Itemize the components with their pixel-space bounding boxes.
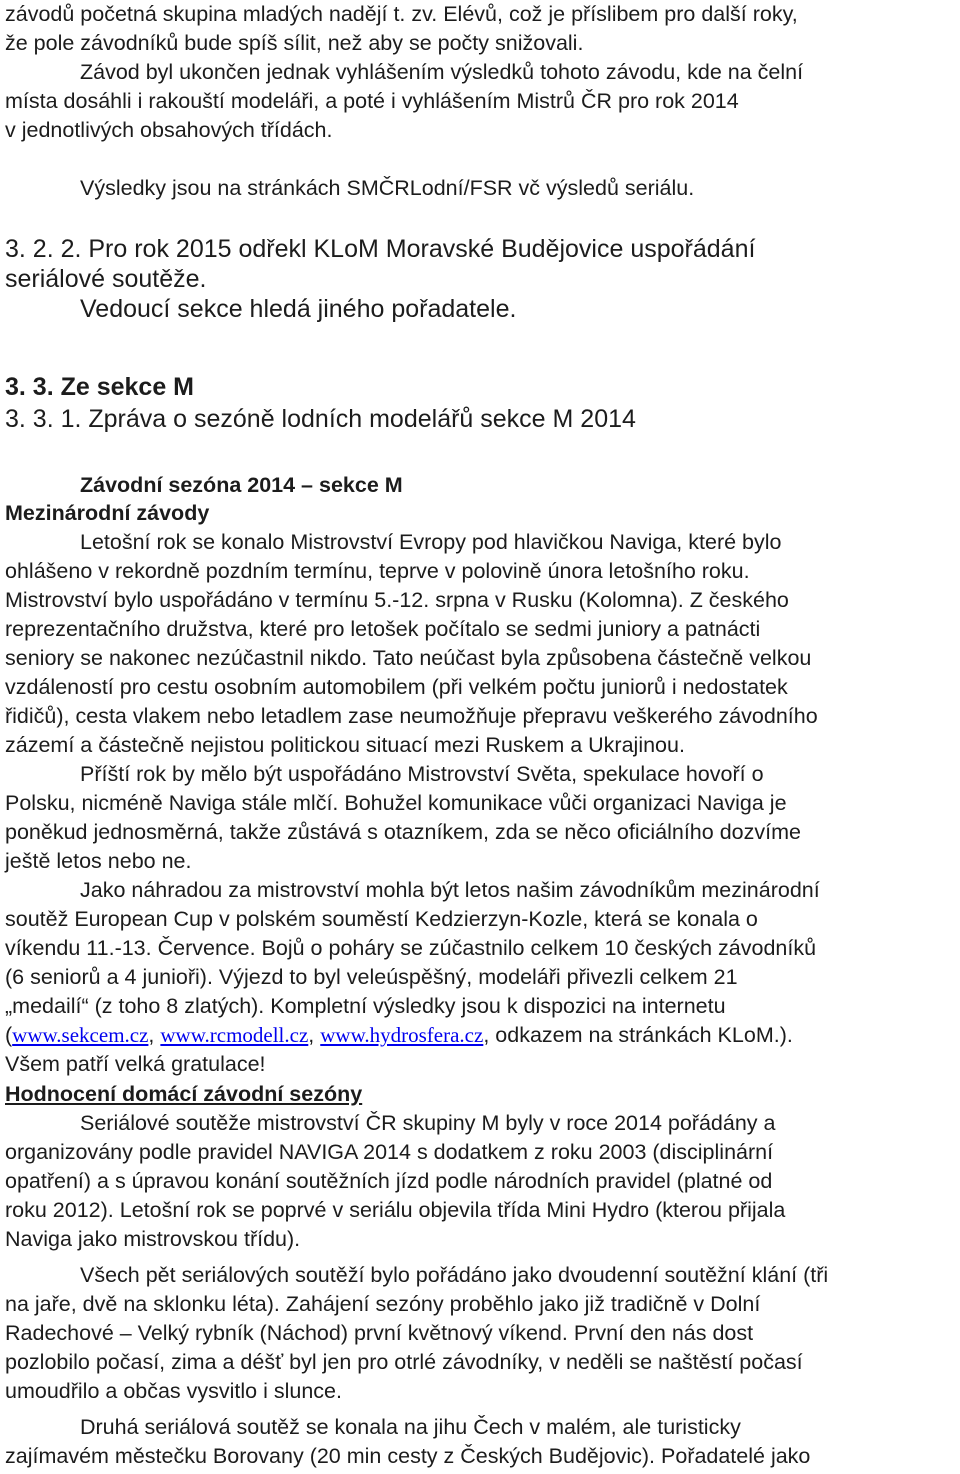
links-open-paren: (	[5, 1023, 13, 1047]
section-3-2-2	[5, 234, 956, 324]
text-line: zajímavém městečku Borovany (20 min cesty z Českých Budějovic). Pořadatelé jako	[5, 1444, 811, 1468]
domestic-heading: Hodnocení domácí závodní sezóny	[5, 1082, 363, 1106]
intro-paragraph	[5, 0, 956, 145]
text-line: organizovány podle pravidel NAVIGA 2014 s dodatkem z roku 2003 (disciplinární	[5, 1140, 774, 1164]
text-line: Mistrovství bylo uspořádáno v termínu 5.-12. srpna v Rusku (Kolomna). Z českého	[5, 588, 789, 612]
section-heading-line: Vedoucí sekce hledá jiného pořadatele.	[80, 295, 517, 323]
sekcem-link[interactable]: www.sekcem.cz	[12, 1023, 149, 1047]
international-heading: Mezinárodní závody	[5, 501, 210, 525]
text-line: Radechové – Velký rybník (Náchod) první květnový víkend. První den nás dost	[5, 1321, 754, 1345]
section-3-3-heading: 3. 3. Ze sekce M	[5, 373, 195, 401]
text-line: pozlobilo počasí, zima a déšť byl jen pro otrlé závodníky, v neděli se naštěstí počasí	[5, 1350, 803, 1374]
hydrosfera-link[interactable]: www.hydrosfera.cz	[320, 1023, 484, 1047]
international-paragraph-2	[5, 760, 956, 876]
text-line: Naviga jako mistrovskou třídu).	[5, 1227, 301, 1251]
international-paragraph-3	[5, 876, 956, 1079]
intro-line: místa dosáhli i rakouští modeláři, a poté i vyhlášením Mistrů ČR pro rok 2014	[5, 89, 739, 113]
rcmodell-link[interactable]: www.rcmodell.cz	[160, 1023, 309, 1047]
domestic-paragraph-2	[5, 1261, 956, 1406]
links-tail: , odkazem na stránkách KLoM.).	[483, 1023, 793, 1047]
text-line: Letošní rok se konalo Mistrovství Evropy pod hlavičkou Naviga, které bylo	[80, 530, 782, 554]
domestic-paragraph-3	[5, 1413, 956, 1471]
text-line: víkendu 11.-13. Července. Bojů o poháry se zúčastnilo celkem 10 českých závodníků	[5, 936, 817, 960]
text-line: zázemí a částečně nejistou politickou situací mezi Ruskem a Ukrajinou.	[5, 733, 685, 757]
text-line: Všech pět seriálových soutěží bylo pořádáno jako dvoudenní soutěžní klání (tři	[80, 1263, 829, 1287]
text-line: poněkud jednosměrná, takže zůstává s otazníkem, zda se něco oficiálního dozvíme	[5, 820, 801, 844]
congrats-line: Všem patří velká gratulace!	[5, 1052, 266, 1076]
text-line: Druhá seriálová soutěž se konala na jihu Čech v malém, ale turisticky	[80, 1415, 741, 1439]
text-line: Seriálové soutěže mistrovství ČR skupiny M byly v roce 2014 pořádány a	[80, 1111, 776, 1135]
text-line: Polsku, nicméně Naviga stále mlčí. Bohužel komunikace vůči organizaci Naviga je	[5, 791, 787, 815]
section-heading-line: 3. 2. 2. Pro rok 2015 odřekl KLoM Moravské Budějovice uspořádání	[5, 235, 756, 263]
text-line: opatření) a s úpravou konání soutěžních jízd podle národních pravidel (platné od	[5, 1169, 773, 1193]
links-line	[5, 1021, 956, 1050]
season-title: Závodní sezóna 2014 – sekce M	[80, 473, 403, 497]
text-line: (6 seniorů a 4 junioři). Výjezd to byl veleúspěšný, modeláři přivezli celkem 21	[5, 965, 738, 989]
text-line: ohlášeno v rekordně pozdním termínu, teprve v polovině února letošního roku.	[5, 559, 750, 583]
text-line: reprezentačního družstva, které pro letošek počítalo se sedmi juniory a patnácti	[5, 617, 761, 641]
domestic-paragraph-1	[5, 1109, 956, 1254]
text-line: roku 2012). Letošní rok se poprvé v seriálu objevila třída Mini Hydro (kterou přijala	[5, 1198, 786, 1222]
text-line: řidičů), cesta vlakem nebo letadlem zase neumožňuje přepravu veškerého závodního	[5, 704, 818, 728]
text-line: „medailí“ (z toho 8 zlatých). Kompletní výsledky jsou k dispozici na internetu	[5, 994, 726, 1018]
intro-line: že pole závodníků bude spíš sílit, než aby se počty snižovali.	[5, 31, 584, 55]
text-line: vzdáleností pro cestu osobním automobilem (při velkém počtu juniorů i nedostatek	[5, 675, 788, 699]
intro-line: závodů početná skupina mladých nadějí t. zv. Elévů, což je příslibem pro další roky,	[5, 2, 798, 26]
intro-line: Závod byl ukončen jednak vyhlášením výsledků tohoto závodu, kde na čelní	[80, 60, 804, 84]
text-line: soutěž European Cup v polském souměstí Kedzierzyn-Kozle, která se konala o	[5, 907, 758, 931]
section-heading-line: seriálové soutěže.	[5, 265, 207, 293]
results-note: Výsledky jsou na stránkách SMČRLodní/FSR vč výsledů seriálu.	[80, 176, 695, 200]
text-line: Příští rok by mělo být uspořádáno Mistrovství Světa, spekulace hovoří o	[80, 762, 764, 786]
section-3-3-1-heading: 3. 3. 1. Zpráva o sezóně lodních modelářů sekce M 2014	[5, 405, 636, 433]
links-separator: ,	[148, 1023, 161, 1047]
text-line: umoudřilo a občas vysvitlo i slunce.	[5, 1379, 342, 1403]
text-line: na jaře, dvě na sklonku léta). Zahájení sezóny proběhlo jako již tradičně v Dolní	[5, 1292, 761, 1316]
text-line: seniory se nakonec nezúčastnil nikdo. Tato neúčast byla způsobena částečně velkou	[5, 646, 812, 670]
text-line: Jako náhradou za mistrovství mohla být letos našim závodníkům mezinárodní	[80, 878, 820, 902]
international-paragraph-1	[5, 528, 956, 760]
links-separator: ,	[308, 1023, 321, 1047]
text-line: ještě letos nebo ne.	[5, 849, 192, 873]
intro-line: v jednotlivých obsahových třídách.	[5, 118, 333, 142]
